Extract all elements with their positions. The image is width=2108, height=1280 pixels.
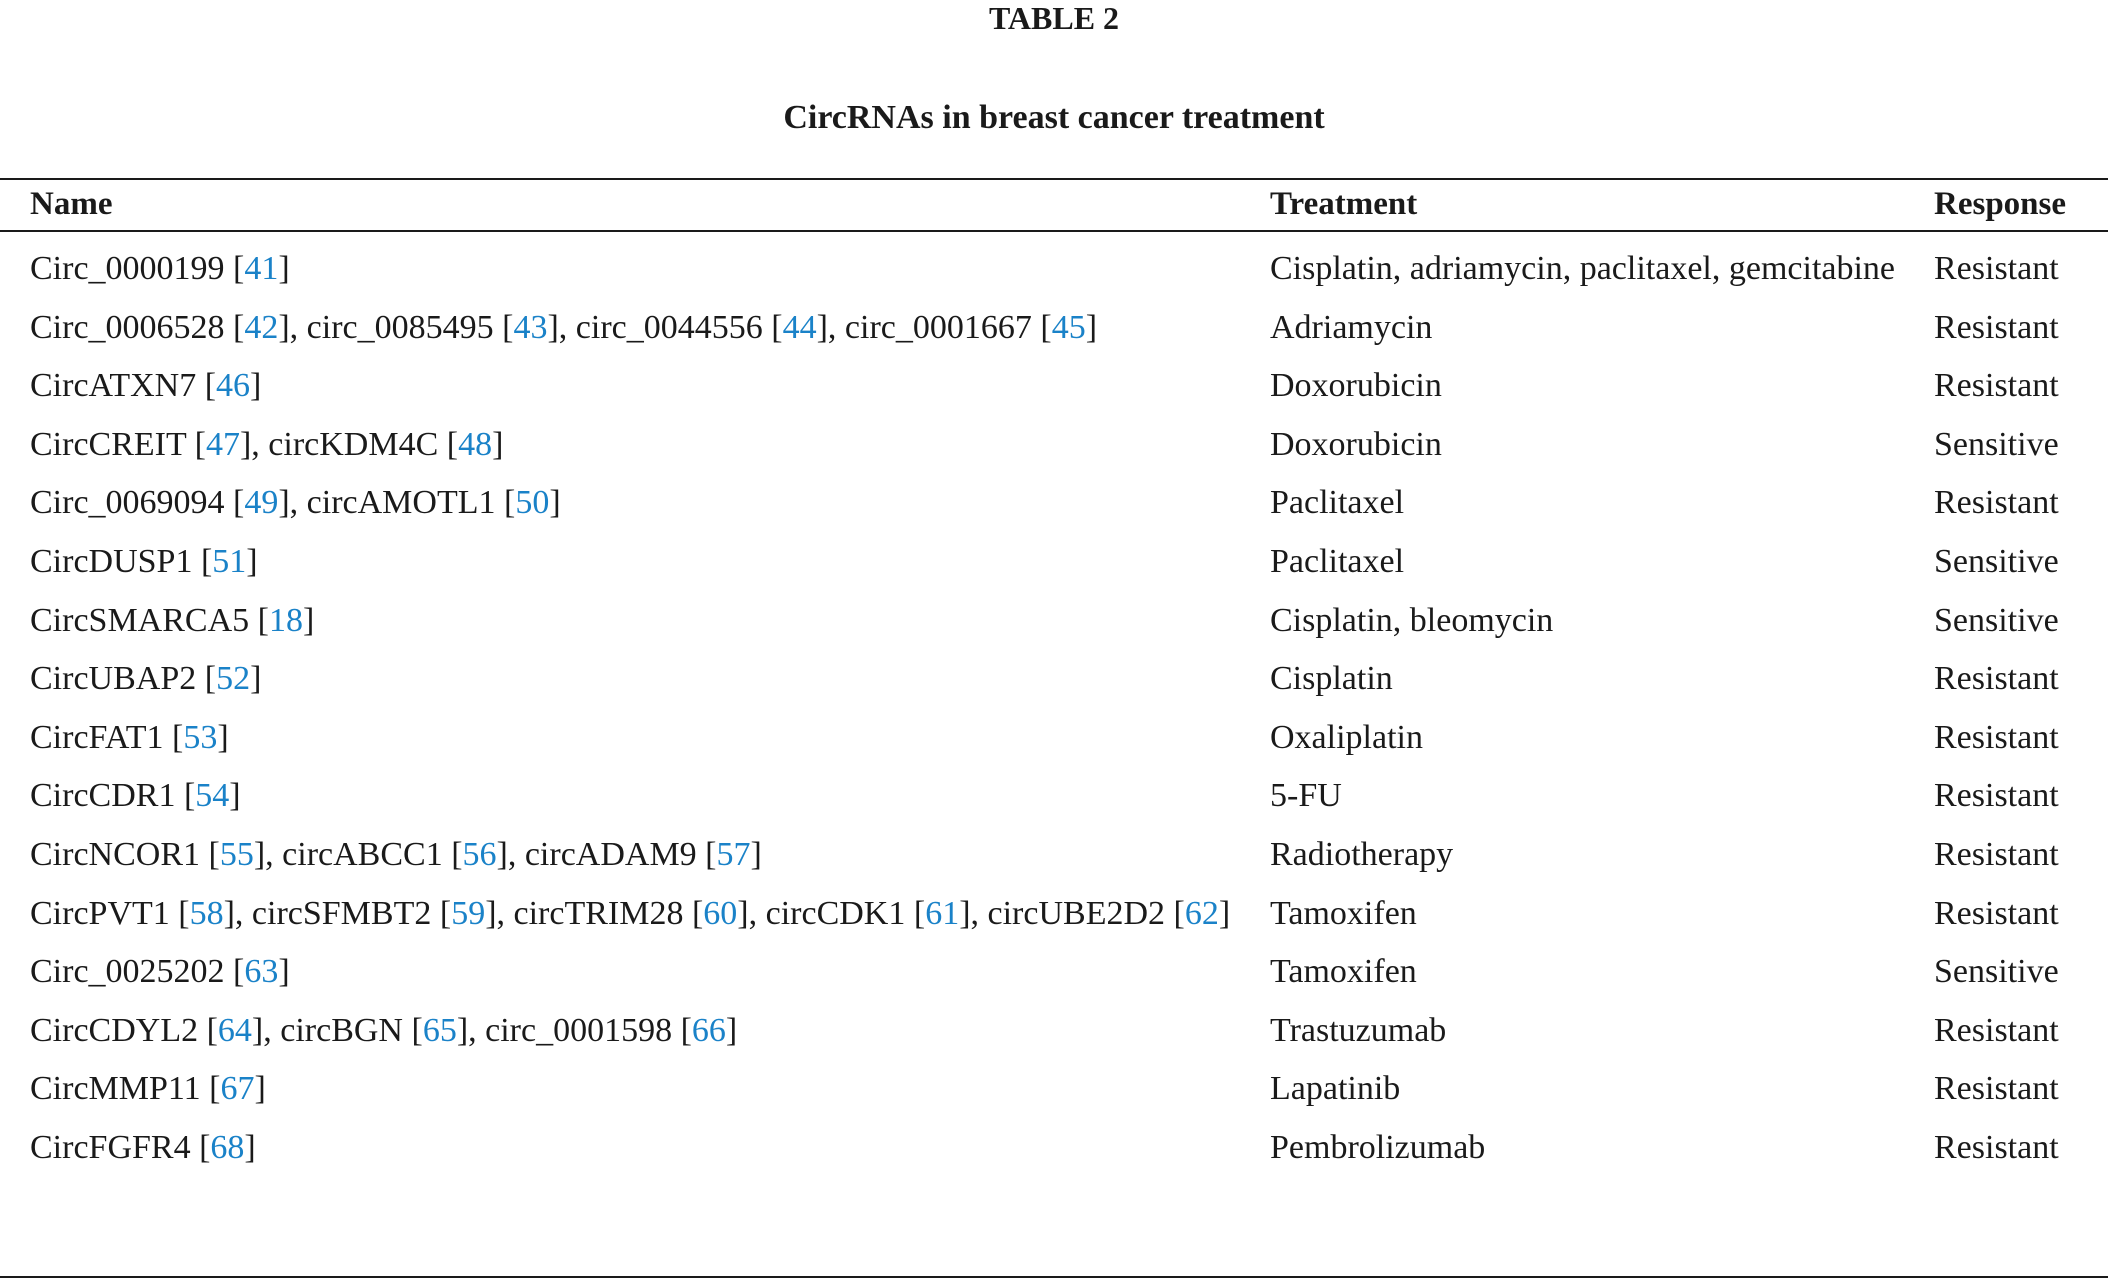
cell-response: Sensitive (1934, 542, 2059, 580)
cell-treatment: Radiotherapy (1270, 835, 1454, 873)
cell-response: Resistant (1934, 367, 2059, 405)
cell-response: Resistant (1934, 484, 2059, 522)
cell-name (0, 363, 1270, 422)
cell-treatment: Trastuzumab (1270, 1011, 1447, 1049)
reference-link[interactable]: 58 (189, 894, 224, 932)
cell-treatment: Doxorubicin (1270, 425, 1442, 463)
reference-link[interactable]: 42 (244, 308, 279, 346)
cell-name (0, 305, 1270, 364)
reference-link[interactable]: 57 (716, 835, 751, 873)
reference-link[interactable]: 18 (268, 601, 303, 639)
name-text: ] (278, 250, 290, 287)
reference-link[interactable]: 59 (451, 894, 486, 932)
name-text: ] (725, 1011, 738, 1049)
name-text: ], circABCC1 [ (253, 835, 463, 873)
cell-treatment: Doxorubicin (1270, 367, 1442, 405)
name-text: CircATXN7 [ (30, 367, 217, 405)
cell-name (0, 949, 1270, 1008)
cell-name (0, 715, 1270, 774)
name-text: CircMMP11 [ (30, 1070, 221, 1108)
cell-treatment: Cisplatin, bleomycin (1270, 601, 1554, 639)
name-text: ], circ_0001667 [ (816, 308, 1052, 346)
name-text: Circ_0069094 [ (30, 484, 245, 522)
name-text: ], circKDM4C [ (239, 425, 459, 463)
cell-treatment: Cisplatin (1270, 660, 1393, 698)
cell-treatment: Cisplatin, adriamycin, paclitaxel, gemcitabine (1270, 250, 1896, 287)
name-text: ], circAMOTL1 [ (278, 484, 516, 522)
cell-treatment: Adriamycin (1270, 308, 1433, 346)
name-text: ] (1085, 308, 1098, 346)
table-row (0, 949, 2108, 1008)
cell-treatment: Tamoxifen (1270, 953, 1417, 991)
cell-name (0, 246, 1270, 305)
name-text: ], circ_0001598 [ (456, 1011, 692, 1049)
name-text: CircCDR1 [ (30, 777, 196, 815)
table-row (0, 422, 2108, 481)
cell-response: Sensitive (1934, 601, 2059, 639)
reference-link[interactable]: 63 (244, 953, 279, 991)
column-header-name: Name (30, 186, 113, 222)
cell-name (0, 656, 1270, 715)
table-row (0, 246, 2108, 305)
cell-name (0, 891, 1270, 950)
table-row (0, 480, 2108, 539)
reference-link[interactable]: 66 (691, 1011, 726, 1049)
cell-treatment: 5-FU (1270, 777, 1342, 815)
name-text: CircNCOR1 [ (30, 835, 220, 873)
name-text: CircCDYL2 [ (30, 1011, 218, 1049)
cell-response: Resistant (1934, 308, 2059, 346)
circrna-table (0, 180, 2108, 1184)
table-row (0, 1008, 2108, 1067)
table-row (0, 1066, 2108, 1125)
name-text: Circ_0006528 [ (30, 308, 245, 346)
cell-name (0, 832, 1270, 891)
reference-link[interactable]: 61 (925, 894, 960, 932)
cell-response: Resistant (1934, 660, 2059, 698)
cell-name (0, 598, 1270, 657)
name-text: ] (246, 542, 258, 580)
reference-link[interactable]: 50 (515, 484, 550, 522)
reference-link[interactable]: 49 (244, 484, 279, 522)
name-text: Circ_0025202 [ (30, 953, 245, 991)
name-text: CircFAT1 [ (30, 718, 184, 756)
cell-treatment: Paclitaxel (1270, 484, 1405, 522)
cell-name (0, 1125, 1270, 1184)
table-row (0, 305, 2108, 364)
name-text: ] (254, 1070, 266, 1108)
reference-link[interactable]: 54 (195, 777, 230, 815)
reference-link[interactable]: 46 (216, 367, 251, 405)
cell-treatment: Pembrolizumab (1270, 1128, 1486, 1166)
cell-treatment: Paclitaxel (1270, 542, 1405, 580)
cell-name (0, 773, 1270, 832)
reference-link[interactable]: 55 (219, 835, 254, 873)
name-text: Circ_0000199 [ (30, 250, 245, 287)
name-text: ], circ_0085495 [ (278, 308, 514, 346)
name-text: CircSMARCA5 [ (30, 601, 269, 639)
cell-name (0, 422, 1270, 481)
table-title: CircRNAs in breast cancer treatment (783, 99, 1325, 136)
cell-response: Resistant (1934, 835, 2059, 873)
name-text: ], circADAM9 [ (496, 835, 717, 873)
name-text: ] (217, 718, 229, 756)
reference-link[interactable]: 60 (703, 894, 738, 932)
cell-name (0, 539, 1270, 598)
table-row (0, 715, 2108, 774)
table-body (0, 228, 2108, 1184)
table-row (0, 539, 2108, 598)
reference-link[interactable]: 65 (422, 1011, 457, 1049)
name-text: ] (278, 953, 290, 991)
reference-link[interactable]: 67 (220, 1070, 255, 1108)
cell-response: Resistant (1934, 718, 2059, 756)
reference-link[interactable]: 62 (1184, 894, 1219, 932)
table-row (0, 598, 2108, 657)
cell-response: Sensitive (1934, 953, 2059, 991)
reference-link[interactable]: 47 (205, 425, 240, 463)
name-text: ], circCDK1 [ (737, 894, 926, 932)
table-label: TABLE 2 (988, 0, 1120, 36)
reference-link[interactable]: 64 (217, 1011, 252, 1049)
cell-response: Sensitive (1934, 425, 2059, 463)
name-text: ] (244, 1128, 256, 1166)
reference-link[interactable]: 41 (244, 250, 279, 287)
name-text: ] (549, 484, 561, 522)
cell-name (0, 1008, 1270, 1067)
name-text: CircDUSP1 [ (30, 542, 213, 580)
name-text: CircFGFR4 [ (30, 1128, 211, 1166)
name-text: CircUBAP2 [ (30, 660, 217, 698)
name-text: ], circ_0044556 [ (547, 308, 783, 346)
name-text: ] (250, 660, 262, 698)
name-text: ], circUBE2D2 [ (959, 894, 1185, 932)
name-text: ], circBGN [ (251, 1011, 423, 1049)
table-row (0, 1125, 2108, 1184)
name-text: ] (1218, 894, 1231, 932)
cell-response: Resistant (1934, 1128, 2059, 1166)
reference-link[interactable]: 48 (458, 425, 493, 463)
reference-link[interactable]: 53 (183, 718, 218, 756)
reference-link[interactable]: 51 (212, 542, 247, 580)
cell-name (0, 480, 1270, 539)
cell-name (0, 1066, 1270, 1125)
name-text: ] (750, 835, 762, 873)
column-header-treatment: Treatment (1270, 186, 1418, 222)
reference-link[interactable]: 44 (782, 308, 817, 346)
table-row (0, 891, 2108, 950)
cell-treatment: Tamoxifen (1270, 894, 1417, 932)
cell-response: Resistant (1934, 250, 2059, 287)
table-row (0, 656, 2108, 715)
header-row (0, 180, 2108, 228)
name-text: CircCREIT [ (30, 425, 206, 463)
cell-response: Resistant (1934, 777, 2059, 815)
reference-link[interactable]: 45 (1051, 308, 1086, 346)
name-text: ] (250, 367, 262, 405)
cell-response: Resistant (1934, 1011, 2059, 1049)
name-text: ] (229, 777, 241, 815)
name-text: CircPVT1 [ (30, 894, 190, 932)
reference-link[interactable]: 56 (462, 835, 497, 873)
reference-link[interactable]: 68 (210, 1128, 245, 1166)
name-text: ], circSFMBT2 [ (223, 894, 452, 932)
table-row (0, 773, 2108, 832)
bottom-rule (0, 1276, 2108, 1278)
cell-treatment: Lapatinib (1270, 1070, 1401, 1108)
spacer-row (0, 228, 2108, 246)
cell-response: Resistant (1934, 1070, 2059, 1108)
cell-treatment: Oxaliplatin (1270, 718, 1423, 756)
table-row (0, 363, 2108, 422)
table-row (0, 832, 2108, 891)
name-text: ] (302, 601, 315, 639)
reference-link[interactable]: 43 (513, 308, 548, 346)
column-header-response: Response (1934, 186, 2067, 222)
cell-response: Resistant (1934, 894, 2059, 932)
reference-link[interactable]: 52 (216, 660, 251, 698)
name-text: ] (492, 425, 504, 463)
name-text: ], circTRIM28 [ (485, 894, 704, 932)
